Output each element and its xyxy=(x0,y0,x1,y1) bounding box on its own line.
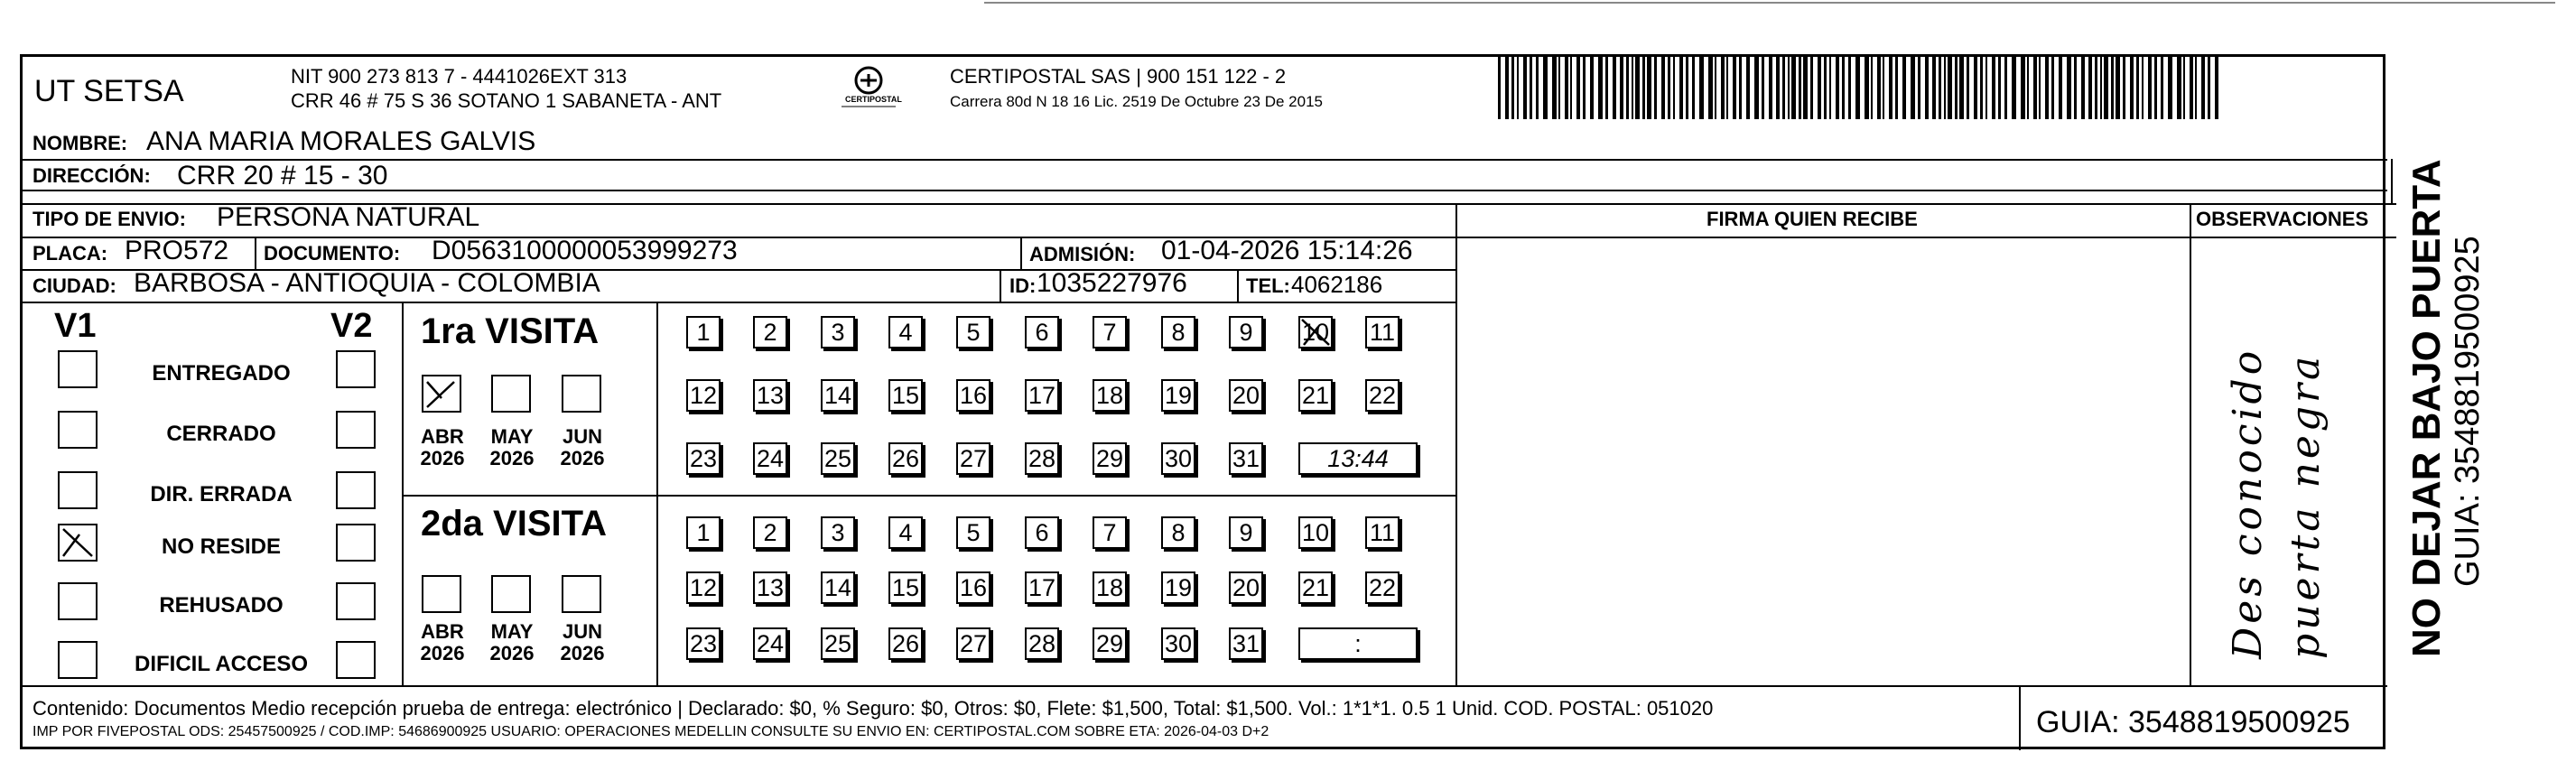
certipostal-line: CERTIPOSTAL SAS | 900 151 122 - 2 xyxy=(950,65,1287,88)
day-box[interactable]: 16 xyxy=(956,571,990,604)
direccion-value: CRR 20 # 15 - 30 xyxy=(177,161,388,190)
day-box[interactable]: 23 xyxy=(686,627,721,660)
day-box[interactable]: 5 xyxy=(956,516,990,549)
first-visit-time[interactable]: 13:44 xyxy=(1298,442,1418,475)
company-name: UT SETSA xyxy=(34,74,184,108)
second-visit-title: 2da VISITA xyxy=(421,504,607,543)
tipo-label: TIPO DE ENVIO: xyxy=(33,208,186,230)
day-box[interactable]: 10 xyxy=(1298,516,1333,549)
v1-checkbox[interactable] xyxy=(58,524,98,562)
day-box[interactable]: 31 xyxy=(1229,627,1263,660)
day-box[interactable]: 4 xyxy=(888,316,923,348)
v2-checkbox[interactable] xyxy=(336,641,376,679)
return-reason-label: CERRADO xyxy=(166,422,276,446)
day-box[interactable]: 19 xyxy=(1161,571,1195,604)
rule xyxy=(2391,159,2393,204)
month-label: ABR 2026 xyxy=(420,425,465,470)
day-box[interactable]: 19 xyxy=(1161,379,1195,412)
day-box[interactable]: 13 xyxy=(753,571,787,604)
day-box[interactable]: 29 xyxy=(1093,627,1127,660)
day-box[interactable]: 13 xyxy=(753,379,787,412)
day-box[interactable]: 25 xyxy=(821,442,855,475)
v2-checkbox[interactable] xyxy=(336,582,376,620)
company-address: CRR 46 # 75 S 36 SOTANO 1 SABANETA - ANT xyxy=(291,89,722,112)
rule xyxy=(255,237,256,269)
day-box[interactable]: 10 xyxy=(1298,316,1333,348)
observation-line-1: Des conocido xyxy=(2225,347,2271,659)
day-box[interactable]: 14 xyxy=(821,571,855,604)
day-box[interactable]: 11 xyxy=(1365,316,1400,348)
return-reason-label: REHUSADO xyxy=(159,593,284,618)
day-box[interactable]: 26 xyxy=(888,442,923,475)
v1-checkbox[interactable] xyxy=(58,641,98,679)
month-checkbox-may[interactable] xyxy=(491,375,531,413)
day-box[interactable]: 3 xyxy=(821,516,855,549)
day-box[interactable]: 21 xyxy=(1298,571,1333,604)
day-box[interactable]: 6 xyxy=(1025,516,1059,549)
check-mark-icon xyxy=(60,525,96,560)
month-label: JUN 2026 xyxy=(560,425,605,470)
side-guia: GUIA: 3548819500925 xyxy=(2449,236,2487,587)
return-reason-label: DIFICIL ACCESO xyxy=(134,652,308,676)
day-box[interactable]: 26 xyxy=(888,627,923,660)
day-box[interactable]: 2 xyxy=(753,316,787,348)
license-line: Carrera 80d N 18 16 Lic. 2519 De Octubre 23 De 2015 xyxy=(950,93,1323,110)
day-box[interactable]: 29 xyxy=(1093,442,1127,475)
day-box[interactable]: 28 xyxy=(1025,442,1059,475)
day-box[interactable]: 15 xyxy=(888,379,923,412)
observation-line-2: puerta negra xyxy=(2283,352,2329,659)
rule xyxy=(656,302,658,685)
id-label: ID: xyxy=(1009,274,1037,297)
v2-checkbox[interactable] xyxy=(336,350,376,388)
day-box[interactable]: 18 xyxy=(1093,571,1127,604)
admision-label: ADMISIÓN: xyxy=(1029,243,1136,265)
day-box[interactable]: 31 xyxy=(1229,442,1263,475)
check-mark-icon xyxy=(1298,316,1333,348)
v1-checkbox[interactable] xyxy=(58,411,98,449)
day-box[interactable]: 6 xyxy=(1025,316,1059,348)
direccion-label: DIRECCIÓN: xyxy=(33,164,151,187)
day-box[interactable]: 9 xyxy=(1229,316,1263,348)
tel-value: 4062186 xyxy=(1291,271,1383,298)
month-checkbox-abr[interactable] xyxy=(422,375,461,413)
v1-checkbox[interactable] xyxy=(58,471,98,509)
top-rule xyxy=(984,2,2555,4)
day-box[interactable]: 8 xyxy=(1161,516,1195,549)
v1-checkbox[interactable] xyxy=(58,350,98,388)
day-box[interactable]: 9 xyxy=(1229,516,1263,549)
rule xyxy=(2019,685,2021,750)
day-box[interactable]: 20 xyxy=(1229,571,1263,604)
month-checkbox-may[interactable] xyxy=(491,575,531,613)
signature-header: FIRMA QUIEN RECIBE xyxy=(1706,208,1918,230)
day-box[interactable]: 20 xyxy=(1229,379,1263,412)
id-value: 1035227976 xyxy=(1037,268,1187,298)
rule xyxy=(1237,269,1239,302)
logo-text: CERTIPOSTAL xyxy=(845,95,902,104)
v2-header: V2 xyxy=(330,307,373,345)
day-box[interactable]: 18 xyxy=(1093,379,1127,412)
observations-header: OBSERVACIONES xyxy=(2196,208,2369,230)
admision-value: 01-04-2026 15:14:26 xyxy=(1161,236,1413,265)
day-box[interactable]: 30 xyxy=(1161,627,1195,660)
month-label: MAY 2026 xyxy=(489,620,535,665)
rule xyxy=(402,495,1456,497)
ciudad-value: BARBOSA - ANTIOQUIA - COLOMBIA xyxy=(134,268,600,298)
v1-checkbox[interactable] xyxy=(58,582,98,620)
nombre-value: ANA MARIA MORALES GALVIS xyxy=(146,126,536,156)
footer-guia: GUIA: 3548819500925 xyxy=(2036,705,2350,739)
rule xyxy=(402,302,404,685)
rule xyxy=(22,685,2387,687)
v2-checkbox[interactable] xyxy=(336,411,376,449)
footer-contenido: Contenido: Documentos Medio recepción prueba de entrega: electrónico | Declarado: $0, % Seguro: $0, Otros: $0, Flete: $1,500, Total: $1,500. Vol.: 1*1*1. 0.5 1 Unid. COD. POSTAL: 051020 xyxy=(33,697,1714,720)
tel-label: TEL: xyxy=(1246,274,1290,297)
first-visit-title: 1ra VISITA xyxy=(421,311,600,351)
day-box[interactable]: 8 xyxy=(1161,316,1195,348)
rule xyxy=(22,302,1457,303)
rule xyxy=(2190,203,2191,685)
day-box[interactable]: 24 xyxy=(753,442,787,475)
check-mark-icon xyxy=(423,376,460,411)
day-box[interactable]: 11 xyxy=(1365,516,1400,549)
documento-value: D0563100000053999273 xyxy=(432,236,738,265)
month-checkbox-jun[interactable] xyxy=(562,575,601,613)
day-box[interactable]: 17 xyxy=(1025,379,1059,412)
nit-line: NIT 900 273 813 7 - 4441026EXT 313 xyxy=(291,65,628,88)
day-box[interactable]: 7 xyxy=(1093,316,1127,348)
day-box[interactable]: 12 xyxy=(686,571,721,604)
rule xyxy=(1000,269,1001,302)
day-box[interactable]: 17 xyxy=(1025,571,1059,604)
return-reason-label: ENTREGADO xyxy=(152,361,291,386)
month-label: MAY 2026 xyxy=(489,425,535,470)
day-box[interactable]: 23 xyxy=(686,442,721,475)
day-box[interactable]: 22 xyxy=(1365,571,1400,604)
day-box[interactable]: 22 xyxy=(1365,379,1400,412)
ciudad-label: CIUDAD: xyxy=(33,274,116,297)
return-reason-label: DIR. ERRADA xyxy=(150,482,293,506)
placa-label: PLACA: xyxy=(33,242,108,265)
day-box[interactable]: 15 xyxy=(888,571,923,604)
day-box[interactable]: 24 xyxy=(753,627,787,660)
second-visit-time[interactable]: : xyxy=(1298,627,1418,660)
day-box[interactable]: 5 xyxy=(956,316,990,348)
day-box[interactable]: 7 xyxy=(1093,516,1127,549)
day-box[interactable]: 1 xyxy=(686,516,721,549)
day-box[interactable]: 16 xyxy=(956,379,990,412)
day-box[interactable]: 21 xyxy=(1298,379,1333,412)
documento-label: DOCUMENTO: xyxy=(264,242,401,265)
placa-value: PRO572 xyxy=(125,236,229,265)
day-box[interactable]: 12 xyxy=(686,379,721,412)
rule xyxy=(1020,237,1022,269)
month-label: ABR 2026 xyxy=(420,620,465,665)
day-box[interactable]: 14 xyxy=(821,379,855,412)
day-box[interactable]: 28 xyxy=(1025,627,1059,660)
month-checkbox-jun[interactable] xyxy=(562,375,601,413)
day-box[interactable]: 4 xyxy=(888,516,923,549)
v2-checkbox[interactable] xyxy=(336,524,376,562)
nombre-label: NOMBRE: xyxy=(33,132,128,154)
day-box[interactable]: 27 xyxy=(956,442,990,475)
month-label: JUN 2026 xyxy=(560,620,605,665)
day-box[interactable]: 2 xyxy=(753,516,787,549)
tipo-value: PERSONA NATURAL xyxy=(217,202,480,232)
day-box[interactable]: 27 xyxy=(956,627,990,660)
day-box[interactable]: 30 xyxy=(1161,442,1195,475)
day-box[interactable]: 25 xyxy=(821,627,855,660)
v2-checkbox[interactable] xyxy=(336,471,376,509)
month-checkbox-abr[interactable] xyxy=(422,575,461,613)
day-box[interactable]: 1 xyxy=(686,316,721,348)
rule xyxy=(1455,203,1457,685)
day-box[interactable]: 3 xyxy=(821,316,855,348)
return-reason-label: NO RESIDE xyxy=(161,534,282,559)
side-warning: NO DEJAR BAJO PUERTA xyxy=(2404,159,2449,657)
v1-header: V1 xyxy=(54,307,97,345)
footer-imp: IMP POR FIVEPOSTAL ODS: 25457500925 / COD.IMP: 54686900925 USUARIO: OPERACIONES MEDELLIN CONSULTE SU ENVIO EN: CERTIPOSTAL.COM SOBRE ETA: 2026-04-03 D+2 xyxy=(33,724,1269,739)
